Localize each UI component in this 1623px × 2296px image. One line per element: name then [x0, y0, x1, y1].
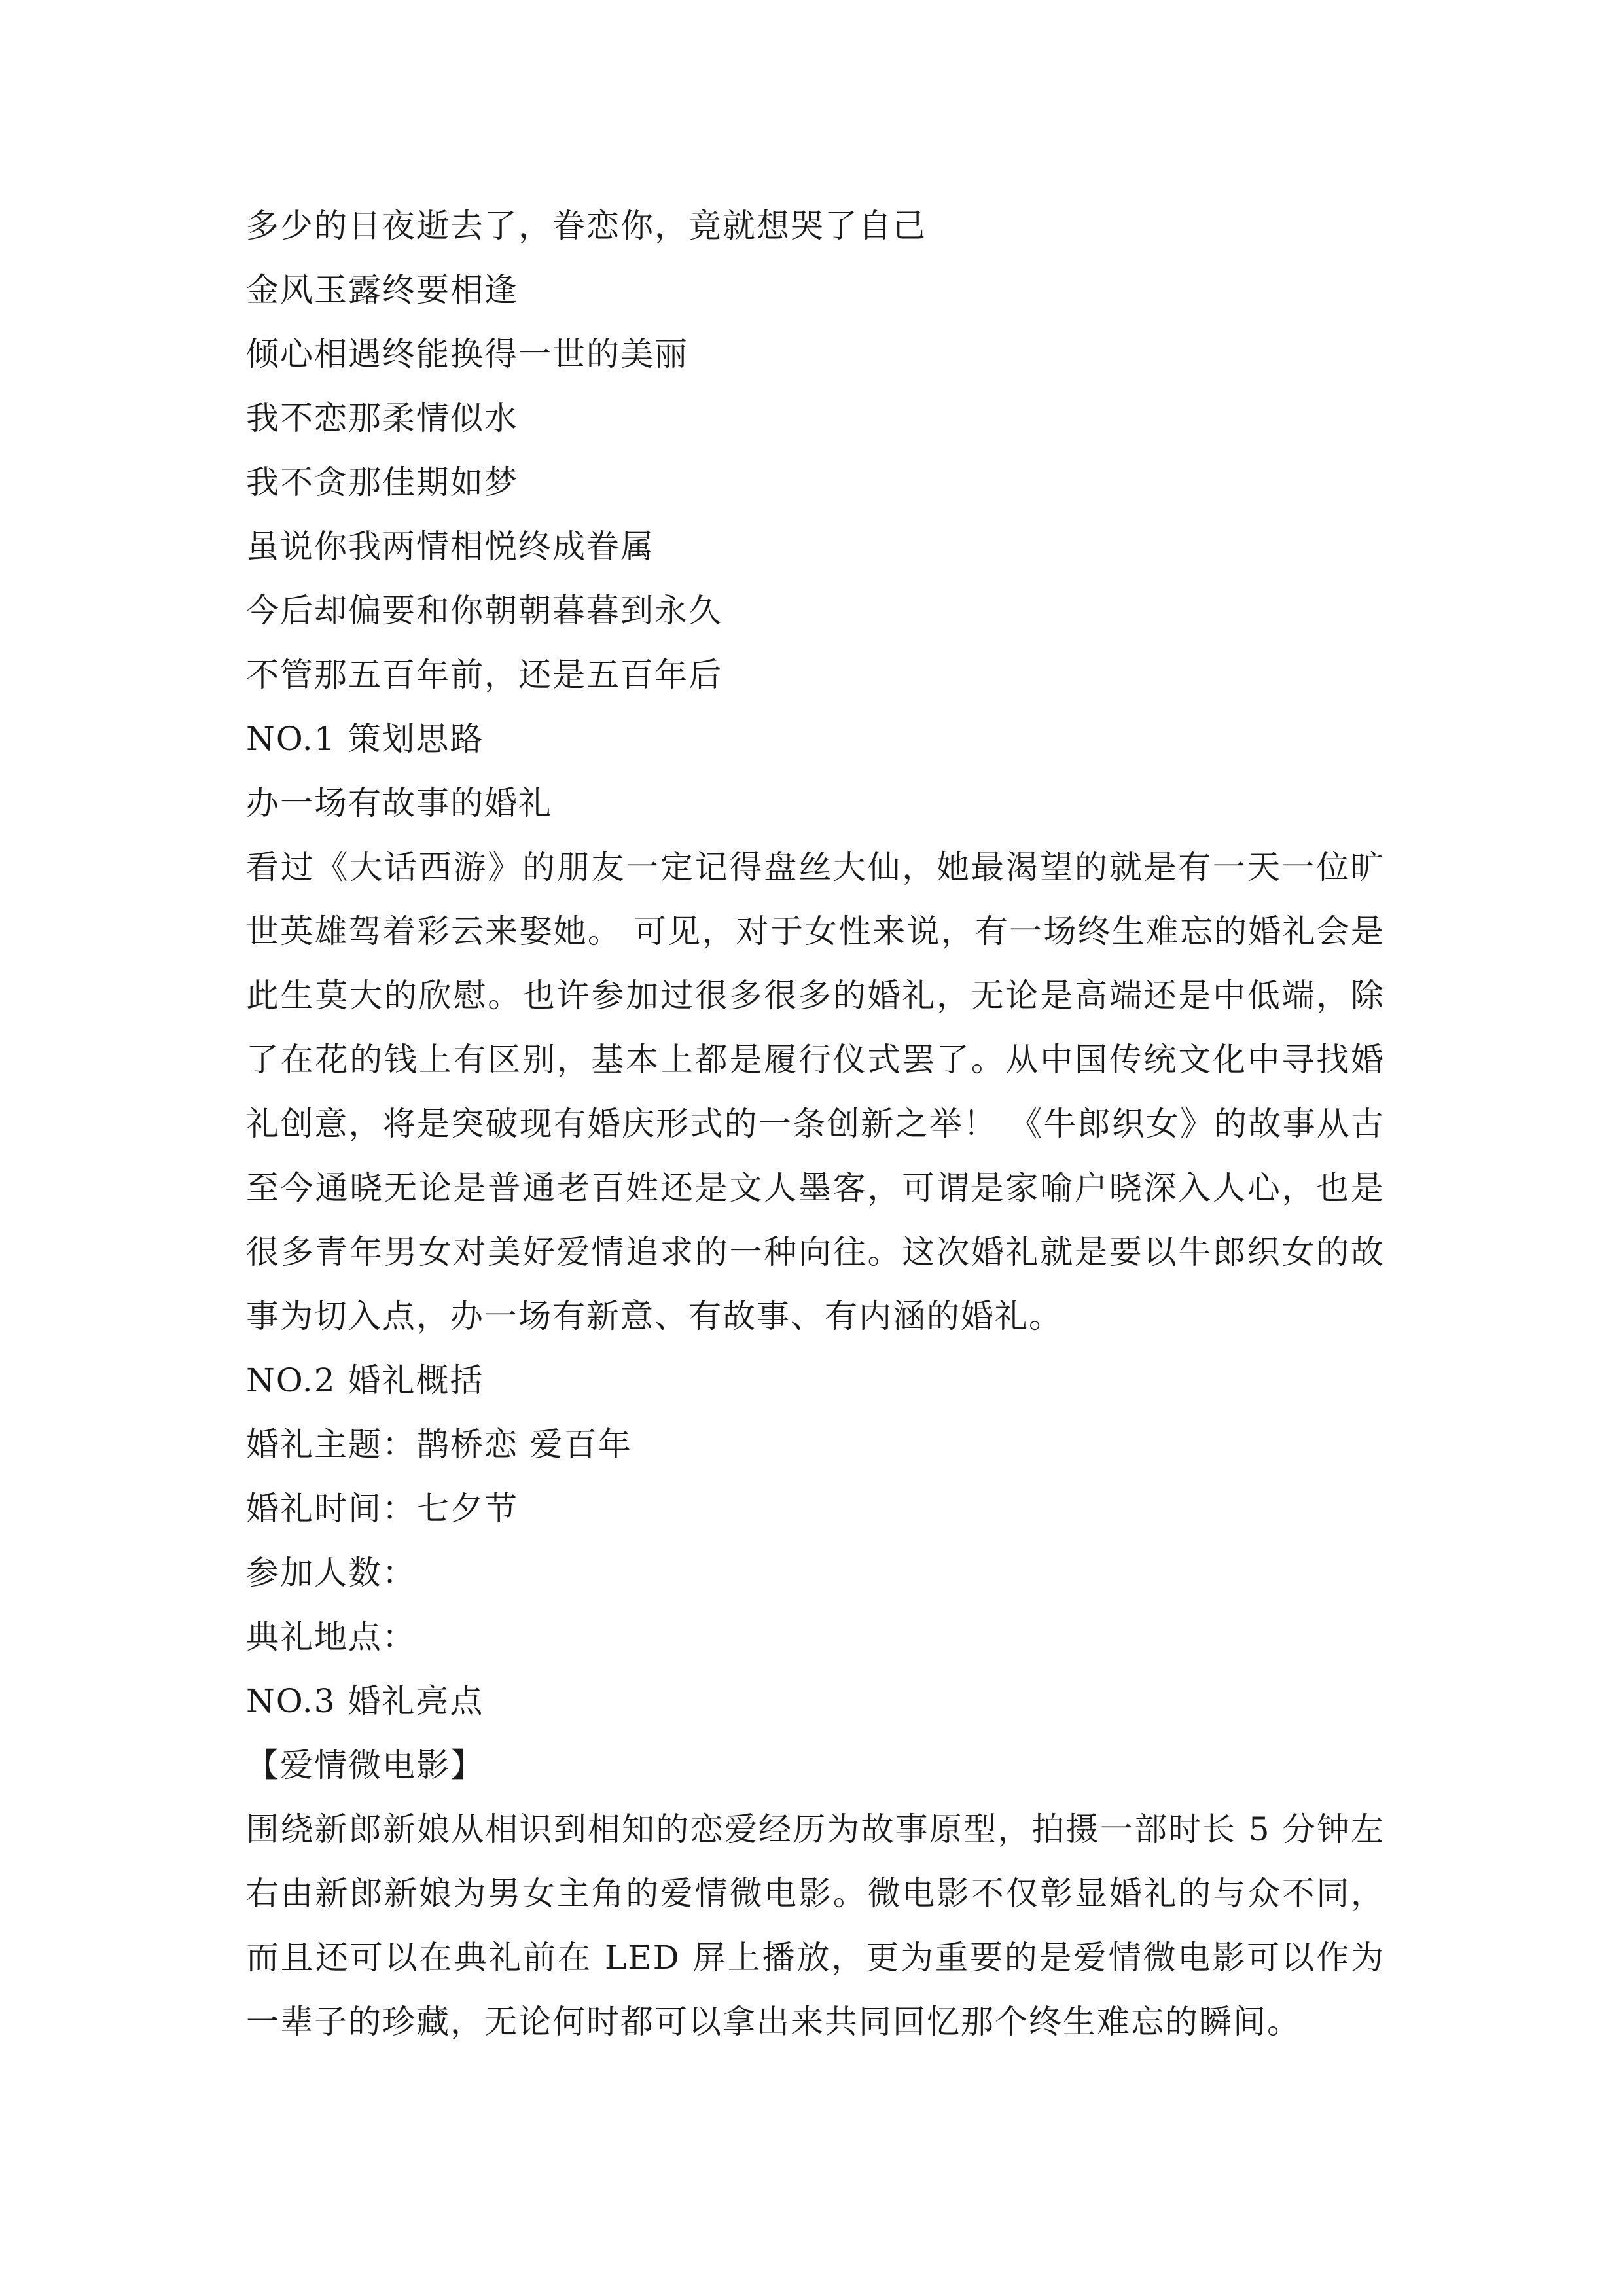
wedding-venue: 典礼地点：: [246, 1618, 416, 1656]
section2-heading: NO.2 婚礼概括: [246, 1361, 484, 1399]
poem-line: 虽说你我两情相悦终成眷属: [246, 528, 654, 565]
section1-subheading: 办一场有故事的婚礼: [246, 784, 552, 822]
poem-line: 我不贪那佳期如梦: [246, 463, 518, 501]
section1-heading: NO.1 策划思路: [246, 720, 484, 758]
section3-heading: NO.3 婚礼亮点: [246, 1682, 484, 1720]
wedding-attendees: 参加人数：: [246, 1554, 416, 1592]
poem-line: 金风玉露终要相逢: [246, 271, 518, 309]
poem-line: 今后却偏要和你朝朝暮暮到永久: [246, 592, 722, 630]
section1-paragraph: 看过《大话西游》的朋友一定记得盘丝大仙，她最渴望的就是有一天一位旷世英雄驾着彩云来娶她。 可见，对于女性来说，有一场终生难忘的婚礼会是此生莫大的欣慰。也许参加过很多很多的婚礼，无论是高端还是中低端，除了在花的钱上有区别，基本上都是履行仪式罢了。从中国传统文化中寻找婚礼创意，将是突破现有婚庆形式的一条创新之举！ 《牛郎织女》的故事从古至今通晓无论是普通老百姓还是文人墨客，可谓是家喻户晓深入人心，也是很多青年男女对美好爱情追求的一种向往。这次婚礼就是要以牛郎织女的故事为切入点，办一场有新意、有故事、有内涵的婚礼。: [246, 848, 1385, 1335]
document-content: [246, 194, 1385, 2054]
poem-line: 多少的日夜逝去了，眷恋你，竟就想哭了自己: [246, 207, 927, 245]
wedding-time: 婚礼时间：七夕节: [246, 1490, 518, 1528]
poem-line: 不管那五百年前，还是五百年后: [246, 656, 722, 694]
section3-paragraph: 围绕新郎新娘从相识到相知的恋爱经历为故事原型，拍摄一部时长 5 分钟左右由新郎新娘为男女主角的爱情微电影。微电影不仅彰显婚礼的与众不同，而且还可以在典礼前在 LED 屏上播放，更为重要的是爱情微电影可以作为一辈子的珍藏，无论何时都可以拿出来共同回忆那个终生难忘的瞬间。: [246, 1810, 1385, 2041]
wedding-theme: 婚礼主题：鹊桥恋 爱百年: [246, 1426, 632, 1463]
section3-subheading: 【爱情微电影】: [246, 1746, 484, 1784]
poem-line: 倾心相遇终能换得一世的美丽: [246, 335, 688, 373]
poem-line: 我不恋那柔情似水: [246, 399, 518, 437]
